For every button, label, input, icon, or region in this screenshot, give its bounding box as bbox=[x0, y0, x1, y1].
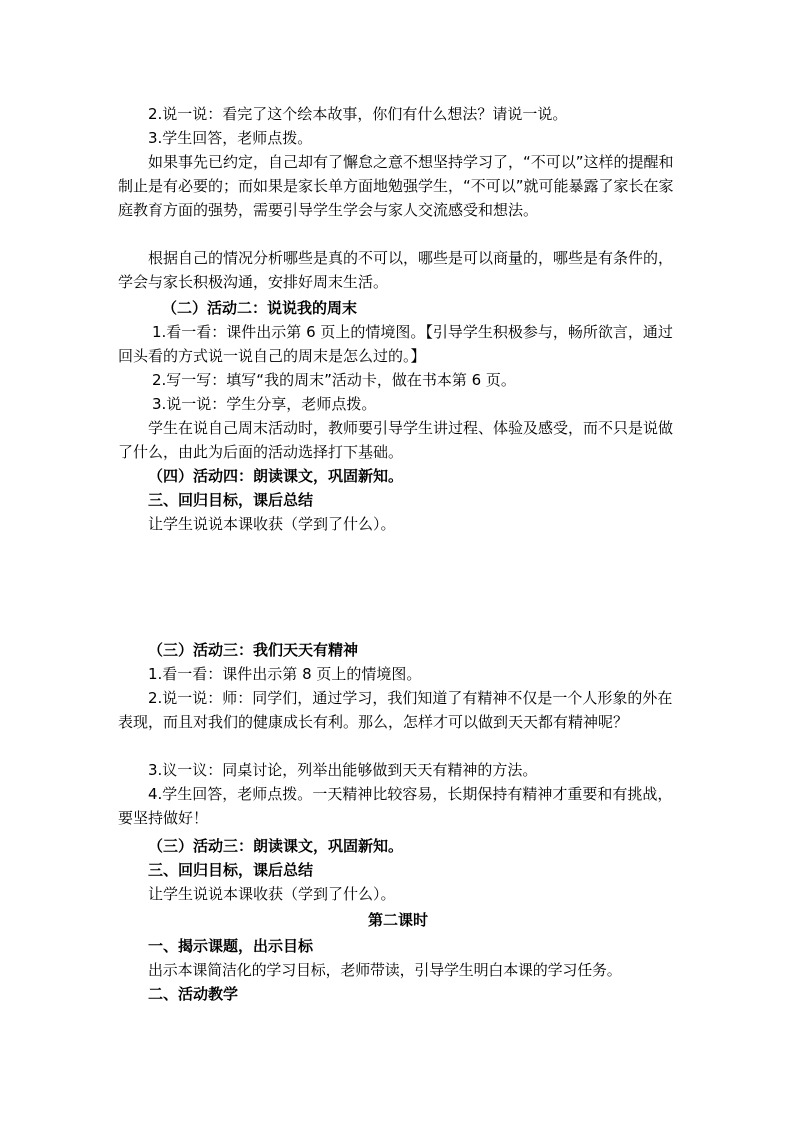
heading-activity-two: （二）活动二：说说我的周末 bbox=[162, 299, 358, 317]
paragraph-answer-2: 4.学生回答，老师点拨。一天精神比较容易，长期保持有精神才重要和有挑战，要坚持做好！ bbox=[118, 785, 673, 827]
paragraph-answer-1: 3.学生回答，老师点拨。 bbox=[148, 129, 313, 147]
paragraph-say-story: 2.说一说：看完了这个绘本故事，你们有什么想法？请说一说。 bbox=[148, 105, 568, 123]
paragraph-harvest-1: 让学生说说本课收获（学到了什么）。 bbox=[148, 515, 396, 533]
paragraph-teacher-talk: 2.说一说：师：同学们，通过学习，我们知道了有精神不仅是一个人形象的外在表现，而且对我们的健康成长有利。那么，怎样才可以做到天天都有精神呢？ bbox=[118, 689, 673, 731]
paragraph-write-card: 2.写一写：填写“我的周末”活动卡，做在书本第 6 页。 bbox=[152, 371, 516, 389]
paragraph-look-page-6: 1.看一看：课件出示第 6 页上的情境图。【引导学生积极参与，畅所欲言，通过回头看的方式说一说自己的周末是怎么过的。】 bbox=[118, 323, 673, 365]
paragraph-look-page-8: 1.看一看：课件出示第 8 页上的情境图。 bbox=[148, 665, 422, 683]
paragraph-harvest-2: 让学生说说本课收获（学到了什么）。 bbox=[148, 885, 396, 903]
heading-summary-2: 三、回归目标，课后总结 bbox=[148, 861, 314, 879]
paragraph-weekend-guide: 学生在说自己周末活动时，教师要引导学生讲过程、体验及感受，而不只是说做了什么，由此为后面的活动选择打下基础。 bbox=[118, 419, 674, 461]
paragraph-discuss: 3.议一议：同桌讨论，列举出能够做到天天有精神的方法。 bbox=[148, 761, 538, 779]
heading-activity-teaching: 二、活动教学 bbox=[148, 985, 239, 1003]
paragraph-analysis: 根据自己的情况分析哪些是真的不可以，哪些是可以商量的，哪些是有条件的，学会与家长积极沟通，安排好周末生活。 bbox=[118, 249, 674, 291]
heading-read-text: （三）活动三：朗读课文，巩固新知。 bbox=[148, 837, 404, 855]
heading-summary-1: 三、回归目标，课后总结 bbox=[148, 491, 314, 509]
heading-activity-four: （四）活动四：朗读课文，巩固新知。 bbox=[148, 467, 404, 485]
heading-second-lesson: 第二课时 bbox=[367, 911, 428, 929]
heading-reveal-topic: 一、揭示课题，出示目标 bbox=[148, 937, 314, 955]
paragraph-agreement: 如果事先已约定，自己却有了懈怠之意不想坚持学习了，“不可以”这样的提醒和制止是有必要的；而如果是家长单方面地勉强学生，“不可以”就可能暴露了家长在家庭教育方面的强势，需要引导学生学会与家人交流感受和想法。 bbox=[118, 153, 674, 219]
paragraph-share: 3.说一说：学生分享，老师点拨。 bbox=[152, 395, 377, 413]
heading-activity-three: （三）活动三：我们天天有精神 bbox=[148, 641, 359, 659]
paragraph-objectives: 出示本课简洁化的学习目标，老师带读，引导学生明白本课的学习任务。 bbox=[148, 961, 622, 979]
